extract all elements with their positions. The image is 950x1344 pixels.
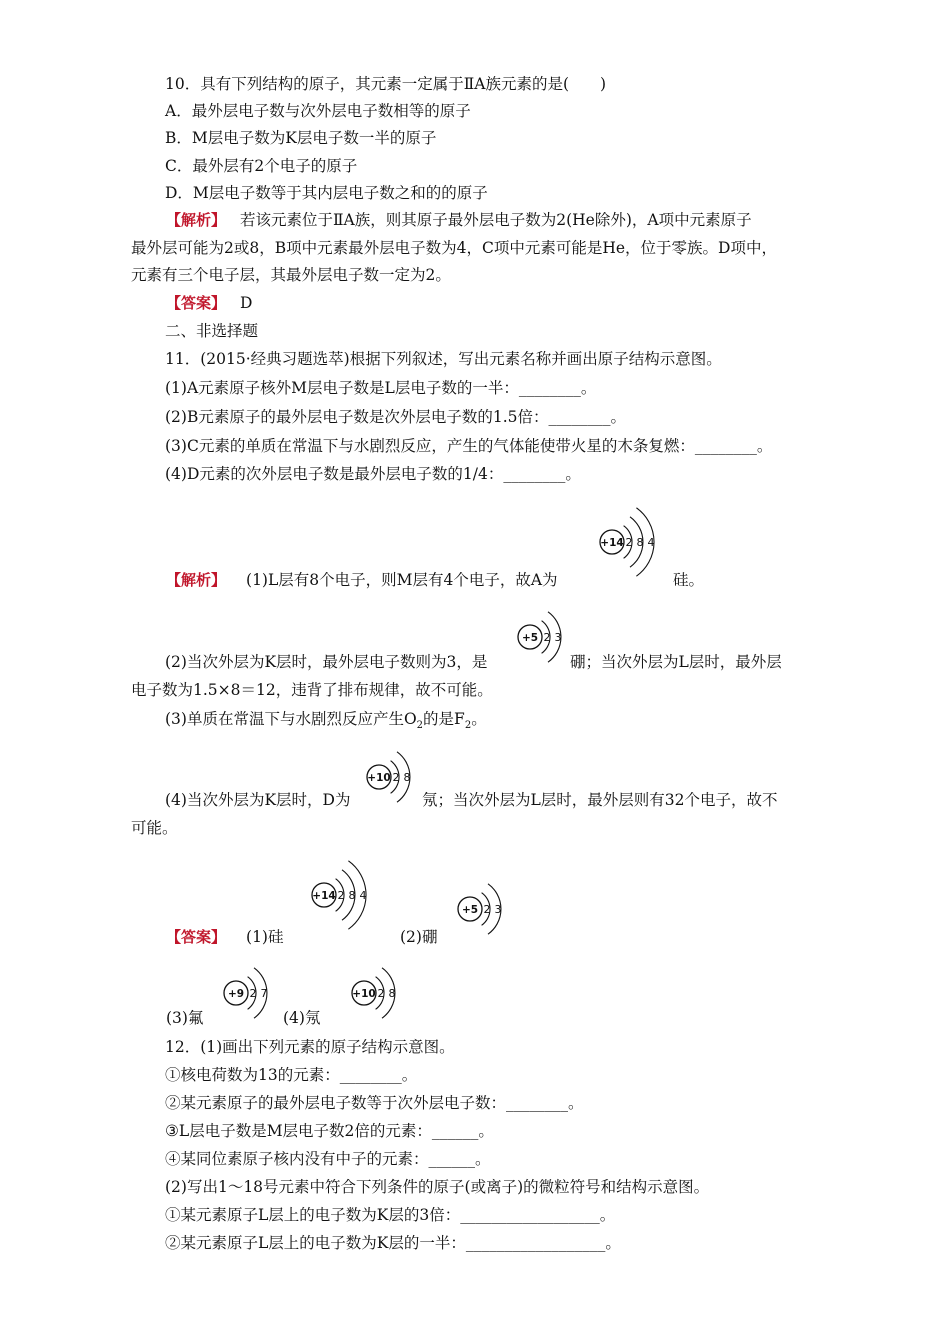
q11-analysis-4: (4)当次外层为K层时，D为 bbox=[165, 791, 351, 809]
nucleus-charge: +9 bbox=[227, 988, 245, 1000]
q10-answer: 【答案】 D bbox=[166, 294, 253, 312]
nucleus-charge: +5 bbox=[521, 632, 539, 644]
q12-item4: ④某同位素原子核内没有中子的元素：______。 bbox=[165, 1150, 491, 1168]
shell-electron-count: 4 bbox=[647, 536, 655, 549]
q10-option-d: D．M层电子数等于其内层电子数之和的的原子 bbox=[165, 184, 488, 202]
q11-analysis-4-tail: 氖；当次外层为L层时，最外层则有32个电子，故不 bbox=[422, 791, 778, 809]
q12-part2-item2: ②某元素原子L层上的电子数为K层的一半：__________________。 bbox=[165, 1234, 621, 1252]
shell-electron-count: 8 bbox=[348, 889, 356, 902]
q10-analysis-line2: 最外层可能为2或8，B项中元素最外层电子数为4，C项中元素可能是He，位于零族。D项中， bbox=[131, 239, 777, 257]
shell-electron-count: 3 bbox=[554, 631, 562, 644]
shell-electron-count: 2 bbox=[625, 536, 633, 549]
shell-electron-count: 7 bbox=[260, 987, 268, 1000]
q12-part2: (2)写出1～18号元素中符合下列条件的原子(或离子)的微粒符号和结构示意图。 bbox=[165, 1178, 710, 1196]
q10-option-b: B．M层电子数为K层电子数一半的原子 bbox=[165, 129, 437, 147]
answer-tag: 【答案】 bbox=[166, 928, 227, 946]
q10-analysis-line3: 元素有三个电子层，其最外层电子数一定为2。 bbox=[131, 266, 451, 284]
section-title: 二、非选择题 bbox=[165, 322, 259, 340]
atom-diagram-boron-analysis bbox=[516, 598, 576, 676]
q12-item3: ③L层电子数是M层电子数2倍的元素：______。 bbox=[165, 1122, 494, 1140]
shell-electron-count: 2 bbox=[543, 631, 551, 644]
q11-part2: (2)B元素原子的最外层电子数是次外层电子数的1.5倍：________。 bbox=[165, 408, 626, 426]
q10-analysis-line1: 【解析】 若该元素位于ⅡA族，则其原子最外层电子数为2(He除外)，A项中元素原子 bbox=[166, 211, 752, 229]
q10-option-a: A．最外层电子数与次外层电子数相等的原子 bbox=[165, 102, 471, 120]
q11-analysis-2-tail: 硼；当次外层为L层时，最外层 bbox=[570, 653, 782, 671]
shell-electron-count: 2 bbox=[337, 889, 345, 902]
nucleus-charge: +5 bbox=[461, 904, 479, 916]
nucleus-charge: +10 bbox=[352, 988, 376, 1000]
q11-part3: (3)C元素的单质在常温下与水剧烈反应，产生的气体能使带火星的木条复燃：________。 bbox=[165, 437, 773, 455]
q11-answer-2: (2)硼 bbox=[400, 928, 438, 946]
q12-part2-item1: ①某元素原子L层上的电子数为K层的3倍：__________________。 bbox=[165, 1206, 616, 1224]
q12-item2: ②某元素原子的最外层电子数等于次外层电子数：________。 bbox=[165, 1094, 584, 1112]
nucleus-charge: +10 bbox=[367, 772, 391, 784]
q11-analysis-1: 【解析】 (1)L层有8个电子，则M层有4个电子，故A为 bbox=[166, 571, 558, 589]
shell-electron-count: 4 bbox=[359, 889, 367, 902]
q12-item1: ①核电荷数为13的元素：________。 bbox=[165, 1066, 418, 1084]
shell-electron-count: 2 bbox=[377, 987, 385, 1000]
atom-diagram-silicon-analysis bbox=[598, 493, 674, 591]
shell-electron-count: 2 bbox=[483, 903, 491, 916]
atom-diagram-silicon-answer bbox=[310, 846, 386, 944]
q11-analysis-4-line2: 可能。 bbox=[131, 819, 178, 837]
atom-diagram-boron-answer bbox=[456, 870, 516, 948]
q11-part1: (1)A元素原子核外M层电子数是L层电子数的一半：________。 bbox=[165, 379, 597, 397]
answer-tag: 【答案】 bbox=[166, 294, 227, 312]
shell-electron-count: 2 bbox=[392, 771, 400, 784]
atom-diagram-neon-answer bbox=[350, 954, 410, 1032]
q11-answer: 【答案】 (1)硅 bbox=[166, 928, 284, 946]
analysis-tag: 【解析】 bbox=[166, 211, 227, 229]
q11-analysis-2-line2: 电子数为1.5×8＝12，违背了排布规律，故不可能。 bbox=[131, 681, 493, 699]
shell-electron-count: 8 bbox=[636, 536, 644, 549]
q11-answer-4: (4)氖 bbox=[283, 1009, 321, 1027]
q11-analysis-2: (2)当次外层为K层时，最外层电子数则为3，是 bbox=[165, 653, 488, 671]
q11-analysis-3: (3)单质在常温下与水剧烈反应产生$O_2$的是$F_2$。 bbox=[165, 710, 487, 732]
analysis-tag: 【解析】 bbox=[166, 571, 227, 589]
shell-electron-count: 8 bbox=[403, 771, 411, 784]
shell-electron-count: 8 bbox=[388, 987, 396, 1000]
q11-part4: (4)D元素的次外层电子数是最外层电子数的1/4：________。 bbox=[165, 465, 581, 483]
shell-electron-count: 3 bbox=[494, 903, 502, 916]
atom-diagram-fluorine-answer bbox=[222, 954, 282, 1032]
shell-electron-count: 2 bbox=[249, 987, 257, 1000]
nucleus-charge: +14 bbox=[600, 537, 624, 549]
q10-option-c: C．最外层有2个电子的原子 bbox=[165, 157, 358, 175]
q11-analysis-1-tail: 硅。 bbox=[673, 571, 705, 589]
q10-stem: 10．具有下列结构的原子，其元素一定属于ⅡA族元素的是( ) bbox=[165, 75, 607, 93]
atom-diagram-neon-analysis bbox=[365, 738, 425, 816]
q11-answer-3: (3)氟 bbox=[166, 1009, 204, 1027]
q11-stem: 11．(2015·经典习题选萃)根据下列叙述，写出元素名称并画出原子结构示意图。 bbox=[165, 350, 722, 368]
nucleus-charge: +14 bbox=[312, 890, 336, 902]
q12-stem: 12．(1)画出下列元素的原子结构示意图。 bbox=[165, 1038, 455, 1056]
